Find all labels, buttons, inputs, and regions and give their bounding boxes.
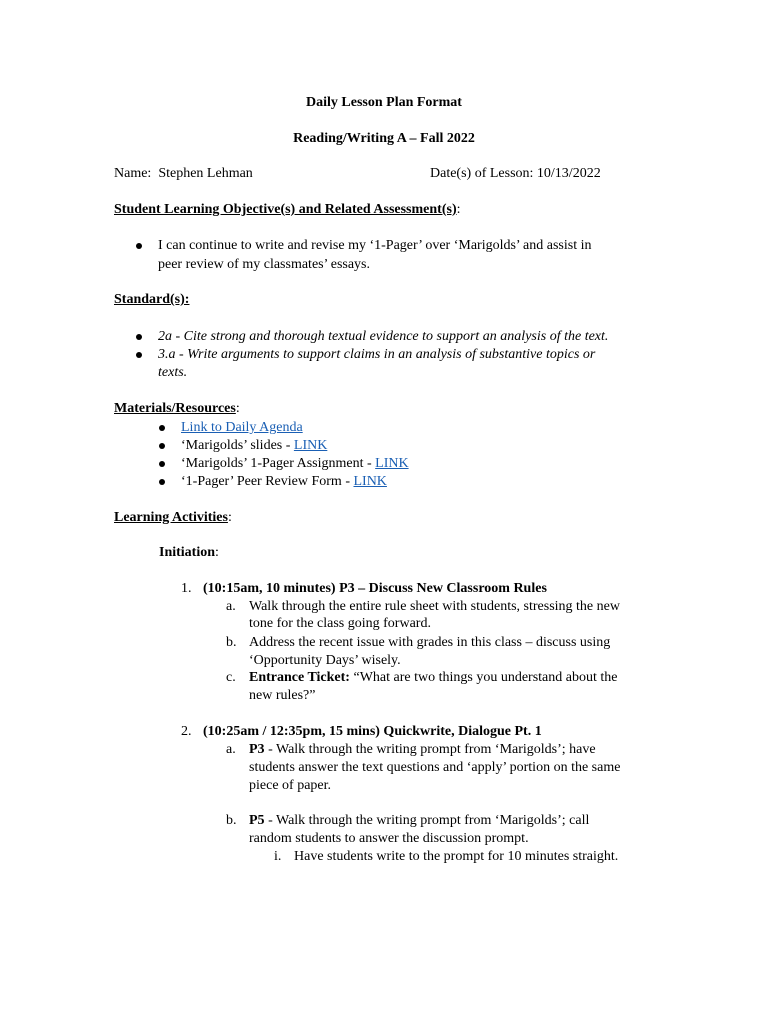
materials-item-1: [181, 419, 303, 437]
standard-item-1: 2a - Cite strong and thorough textual evidence to support an analysis of the text.: [158, 329, 609, 344]
doc-subtitle: Reading/Writing A – Fall 2022: [293, 131, 475, 146]
materials-item-4: [181, 473, 387, 491]
date-row: [430, 165, 601, 183]
daily-agenda-link[interactable]: Link to Daily Agenda: [181, 420, 303, 435]
bullet-icon: [136, 352, 142, 358]
bullet-icon: [159, 479, 165, 485]
name-value: Stephen Lehman: [158, 166, 253, 181]
step-2b-line2: random students to answer the discussion prompt.: [249, 831, 529, 846]
step-2b-i-marker: i.: [274, 849, 282, 864]
initiation-heading: [159, 544, 219, 562]
step-1a-marker: a.: [226, 599, 236, 614]
step-1b-marker: b.: [226, 635, 237, 650]
step-1-title: (10:15am, 10 minutes) P3 – Discuss New Classroom Rules: [203, 581, 547, 596]
peer-review-form-link[interactable]: LINK: [353, 474, 387, 489]
step-2b-marker: b.: [226, 813, 237, 828]
standard-item-2-line1: 3.a - Write arguments to support claims in an analysis of substantive topics or: [158, 347, 596, 362]
materials-heading-text: Materials/Resources: [114, 401, 236, 416]
materials-item-2-text: ‘Marigolds’ slides -: [181, 438, 294, 453]
step-2-number: 2.: [181, 724, 192, 739]
activities-heading-text: Learning Activities: [114, 510, 228, 525]
entrance-ticket-label: Entrance Ticket:: [249, 670, 350, 685]
p5-label: P5: [249, 813, 265, 828]
materials-item-3: [181, 455, 409, 473]
bullet-icon: [136, 334, 142, 340]
bullet-icon: [136, 243, 142, 249]
doc-title: Daily Lesson Plan Format: [306, 95, 462, 110]
step-1c-marker: c.: [226, 670, 236, 685]
step-2-title: (10:25am / 12:35pm, 15 mins) Quickwrite, Dialogue Pt. 1: [203, 724, 542, 739]
date-label: Date(s) of Lesson:: [430, 166, 534, 181]
objective-item-line2: peer review of my classmates’ essays.: [158, 257, 370, 272]
step-1a-line1: Walk through the entire rule sheet with students, stressing the new: [249, 599, 620, 614]
step-2b-text: - Walk through the writing prompt from ‘Marigolds’; call: [264, 813, 590, 828]
materials-item-2: [181, 437, 327, 455]
initiation-heading-suffix: :: [215, 545, 219, 560]
step-1b-line2: ‘Opportunity Days’ wisely.: [249, 653, 401, 668]
step-2b-i-line1: Have students write to the prompt for 10 minutes straight.: [294, 849, 619, 864]
step-1b-line1: Address the recent issue with grades in this class – discuss using: [249, 635, 611, 650]
activities-heading: [114, 509, 232, 527]
standard-item-2-line2: texts.: [158, 365, 188, 380]
objectives-heading-text: Student Learning Objective(s) and Related Assessment(s): [114, 202, 457, 217]
materials-heading: [114, 400, 240, 418]
objectives-heading: [114, 201, 461, 219]
step-1a-line2: tone for the class going forward.: [249, 616, 431, 631]
activities-heading-suffix: :: [227, 510, 232, 525]
name-row: [114, 165, 253, 183]
p3-label: P3: [249, 742, 265, 757]
step-1-number: 1.: [181, 581, 192, 596]
name-label: Name:: [114, 166, 152, 181]
entrance-ticket-text: “What are two things you understand about the: [349, 670, 618, 685]
step-2a-line2: students answer the text questions and ‘apply’ portion on the same: [249, 760, 621, 775]
materials-item-3-text: ‘Marigolds’ 1-Pager Assignment -: [181, 456, 376, 471]
one-pager-assignment-link[interactable]: LINK: [375, 456, 409, 471]
step-2a-line3: piece of paper.: [249, 778, 332, 793]
step-1c-line2: new rules?”: [249, 688, 316, 703]
marigolds-slides-link[interactable]: LINK: [293, 438, 328, 453]
bullet-icon: [159, 461, 165, 467]
step-1c-line1: [249, 669, 617, 687]
step-2a-line1: [249, 741, 596, 759]
bullet-icon: [159, 443, 165, 449]
standards-heading: Standard(s):: [114, 292, 190, 307]
initiation-heading-text: Initiation: [159, 545, 216, 560]
date-value: 10/13/2022: [536, 166, 601, 181]
materials-heading-suffix: :: [235, 401, 240, 416]
objective-item-line1: I can continue to write and revise my ‘1-Pager’ over ‘Marigolds’ and assist in: [158, 238, 592, 253]
bullet-icon: [159, 425, 165, 431]
step-2b-line1: [249, 812, 589, 830]
objectives-heading-suffix: :: [456, 202, 461, 217]
materials-item-4-text: ‘1-Pager’ Peer Review Form -: [181, 474, 354, 489]
step-2a-marker: a.: [226, 742, 236, 757]
step-2a-text: - Walk through the writing prompt from ‘Marigolds’; have: [264, 742, 596, 757]
